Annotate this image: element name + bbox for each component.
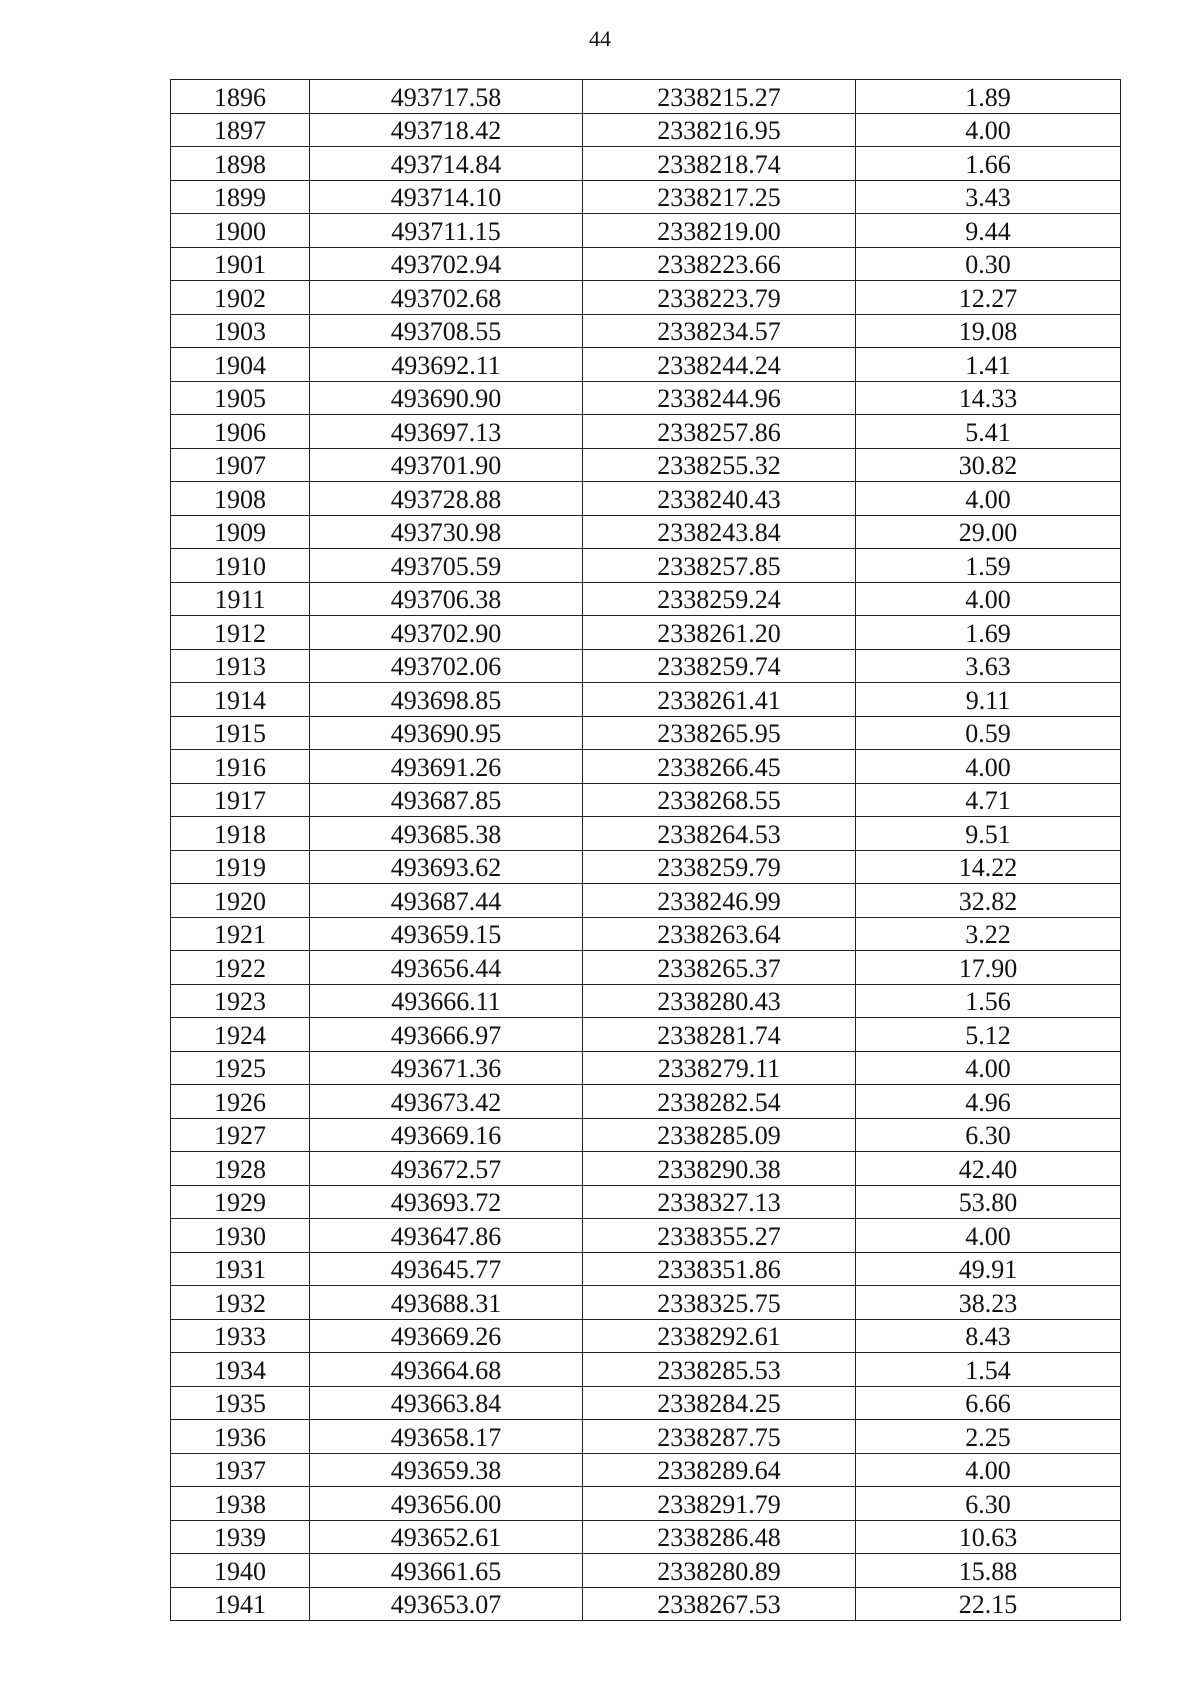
y-coordinate-cell: 2338263.64 xyxy=(583,917,856,951)
y-coordinate-cell: 2338286.48 xyxy=(583,1520,856,1554)
x-coordinate-cell: 493671.36 xyxy=(310,1051,583,1085)
table-row xyxy=(171,917,1121,951)
table-row xyxy=(171,247,1121,281)
y-coordinate-cell: 2338327.13 xyxy=(583,1185,856,1219)
y-coordinate-cell: 2338290.38 xyxy=(583,1152,856,1186)
distance-cell: 6.30 xyxy=(856,1118,1121,1152)
y-coordinate-cell: 2338265.95 xyxy=(583,716,856,750)
table-row xyxy=(171,448,1121,482)
y-coordinate-cell: 2338243.84 xyxy=(583,515,856,549)
table-row xyxy=(171,381,1121,415)
distance-cell: 32.82 xyxy=(856,884,1121,918)
y-coordinate-cell: 2338282.54 xyxy=(583,1085,856,1119)
distance-cell: 1.89 xyxy=(856,80,1121,114)
x-coordinate-cell: 493658.17 xyxy=(310,1420,583,1454)
y-coordinate-cell: 2338259.79 xyxy=(583,850,856,884)
distance-cell: 3.22 xyxy=(856,917,1121,951)
point-number-cell: 1905 xyxy=(171,381,310,415)
x-coordinate-cell: 493701.90 xyxy=(310,448,583,482)
point-number-cell: 1910 xyxy=(171,549,310,583)
table-row xyxy=(171,783,1121,817)
x-coordinate-cell: 493702.06 xyxy=(310,649,583,683)
x-coordinate-cell: 493711.15 xyxy=(310,214,583,248)
table-row xyxy=(171,1185,1121,1219)
distance-cell: 9.51 xyxy=(856,817,1121,851)
point-number-cell: 1916 xyxy=(171,750,310,784)
point-number-cell: 1939 xyxy=(171,1520,310,1554)
distance-cell: 4.00 xyxy=(856,482,1121,516)
y-coordinate-cell: 2338281.74 xyxy=(583,1018,856,1052)
point-number-cell: 1938 xyxy=(171,1487,310,1521)
distance-cell: 4.71 xyxy=(856,783,1121,817)
distance-cell: 14.22 xyxy=(856,850,1121,884)
point-number-cell: 1927 xyxy=(171,1118,310,1152)
x-coordinate-cell: 493717.58 xyxy=(310,80,583,114)
point-number-cell: 1920 xyxy=(171,884,310,918)
x-coordinate-cell: 493714.84 xyxy=(310,147,583,181)
x-coordinate-cell: 493698.85 xyxy=(310,683,583,717)
point-number-cell: 1924 xyxy=(171,1018,310,1052)
distance-cell: 1.54 xyxy=(856,1353,1121,1387)
point-number-cell: 1934 xyxy=(171,1353,310,1387)
point-number-cell: 1915 xyxy=(171,716,310,750)
distance-cell: 4.00 xyxy=(856,750,1121,784)
x-coordinate-cell: 493690.90 xyxy=(310,381,583,415)
point-number-cell: 1921 xyxy=(171,917,310,951)
point-number-cell: 1922 xyxy=(171,951,310,985)
table-row xyxy=(171,415,1121,449)
distance-cell: 5.12 xyxy=(856,1018,1121,1052)
y-coordinate-cell: 2338244.24 xyxy=(583,348,856,382)
point-number-cell: 1928 xyxy=(171,1152,310,1186)
y-coordinate-cell: 2338279.11 xyxy=(583,1051,856,1085)
table-row xyxy=(171,884,1121,918)
point-number-cell: 1901 xyxy=(171,247,310,281)
x-coordinate-cell: 493685.38 xyxy=(310,817,583,851)
distance-cell: 4.00 xyxy=(856,1219,1121,1253)
x-coordinate-cell: 493693.62 xyxy=(310,850,583,884)
distance-cell: 49.91 xyxy=(856,1252,1121,1286)
x-coordinate-cell: 493692.11 xyxy=(310,348,583,382)
y-coordinate-cell: 2338284.25 xyxy=(583,1386,856,1420)
x-coordinate-cell: 493659.38 xyxy=(310,1453,583,1487)
point-number-cell: 1925 xyxy=(171,1051,310,1085)
table-row xyxy=(171,582,1121,616)
y-coordinate-cell: 2338268.55 xyxy=(583,783,856,817)
y-coordinate-cell: 2338246.99 xyxy=(583,884,856,918)
y-coordinate-cell: 2338285.53 xyxy=(583,1353,856,1387)
y-coordinate-cell: 2338223.66 xyxy=(583,247,856,281)
table-row xyxy=(171,113,1121,147)
distance-cell: 10.63 xyxy=(856,1520,1121,1554)
y-coordinate-cell: 2338223.79 xyxy=(583,281,856,315)
table-row xyxy=(171,348,1121,382)
point-number-cell: 1932 xyxy=(171,1286,310,1320)
coordinates-table xyxy=(170,79,1121,1621)
x-coordinate-cell: 493645.77 xyxy=(310,1252,583,1286)
x-coordinate-cell: 493728.88 xyxy=(310,482,583,516)
x-coordinate-cell: 493687.44 xyxy=(310,884,583,918)
y-coordinate-cell: 2338259.74 xyxy=(583,649,856,683)
table-row xyxy=(171,1487,1121,1521)
distance-cell: 4.00 xyxy=(856,1051,1121,1085)
point-number-cell: 1923 xyxy=(171,984,310,1018)
distance-cell: 19.08 xyxy=(856,314,1121,348)
x-coordinate-cell: 493708.55 xyxy=(310,314,583,348)
x-coordinate-cell: 493656.44 xyxy=(310,951,583,985)
point-number-cell: 1930 xyxy=(171,1219,310,1253)
distance-cell: 15.88 xyxy=(856,1554,1121,1588)
point-number-cell: 1897 xyxy=(171,113,310,147)
table-row xyxy=(171,750,1121,784)
point-number-cell: 1906 xyxy=(171,415,310,449)
point-number-cell: 1941 xyxy=(171,1587,310,1621)
distance-cell: 6.30 xyxy=(856,1487,1121,1521)
distance-cell: 5.41 xyxy=(856,415,1121,449)
distance-cell: 0.59 xyxy=(856,716,1121,750)
x-coordinate-cell: 493647.86 xyxy=(310,1219,583,1253)
point-number-cell: 1918 xyxy=(171,817,310,851)
table-row xyxy=(171,1520,1121,1554)
x-coordinate-cell: 493691.26 xyxy=(310,750,583,784)
distance-cell: 2.25 xyxy=(856,1420,1121,1454)
x-coordinate-cell: 493653.07 xyxy=(310,1587,583,1621)
x-coordinate-cell: 493718.42 xyxy=(310,113,583,147)
distance-cell: 17.90 xyxy=(856,951,1121,985)
point-number-cell: 1913 xyxy=(171,649,310,683)
table-row xyxy=(171,1018,1121,1052)
table-row xyxy=(171,1286,1121,1320)
point-number-cell: 1917 xyxy=(171,783,310,817)
y-coordinate-cell: 2338217.25 xyxy=(583,180,856,214)
distance-cell: 14.33 xyxy=(856,381,1121,415)
y-coordinate-cell: 2338287.75 xyxy=(583,1420,856,1454)
point-number-cell: 1926 xyxy=(171,1085,310,1119)
y-coordinate-cell: 2338280.43 xyxy=(583,984,856,1018)
table-row xyxy=(171,549,1121,583)
x-coordinate-cell: 493663.84 xyxy=(310,1386,583,1420)
table-row xyxy=(171,281,1121,315)
distance-cell: 4.96 xyxy=(856,1085,1121,1119)
table-row xyxy=(171,616,1121,650)
point-number-cell: 1935 xyxy=(171,1386,310,1420)
distance-cell: 22.15 xyxy=(856,1587,1121,1621)
point-number-cell: 1900 xyxy=(171,214,310,248)
point-number-cell: 1919 xyxy=(171,850,310,884)
y-coordinate-cell: 2338259.24 xyxy=(583,582,856,616)
x-coordinate-cell: 493702.68 xyxy=(310,281,583,315)
x-coordinate-cell: 493656.00 xyxy=(310,1487,583,1521)
y-coordinate-cell: 2338218.74 xyxy=(583,147,856,181)
table-row xyxy=(171,214,1121,248)
x-coordinate-cell: 493714.10 xyxy=(310,180,583,214)
y-coordinate-cell: 2338285.09 xyxy=(583,1118,856,1152)
x-coordinate-cell: 493693.72 xyxy=(310,1185,583,1219)
table-row xyxy=(171,1453,1121,1487)
y-coordinate-cell: 2338351.86 xyxy=(583,1252,856,1286)
page-number: 44 xyxy=(589,26,611,51)
point-number-cell: 1908 xyxy=(171,482,310,516)
point-number-cell: 1898 xyxy=(171,147,310,181)
y-coordinate-cell: 2338261.41 xyxy=(583,683,856,717)
distance-cell: 4.00 xyxy=(856,582,1121,616)
x-coordinate-cell: 493669.16 xyxy=(310,1118,583,1152)
y-coordinate-cell: 2338280.89 xyxy=(583,1554,856,1588)
table-row xyxy=(171,1051,1121,1085)
point-number-cell: 1907 xyxy=(171,448,310,482)
table-row xyxy=(171,314,1121,348)
table-row xyxy=(171,1554,1121,1588)
distance-cell: 53.80 xyxy=(856,1185,1121,1219)
x-coordinate-cell: 493673.42 xyxy=(310,1085,583,1119)
point-number-cell: 1929 xyxy=(171,1185,310,1219)
y-coordinate-cell: 2338215.27 xyxy=(583,80,856,114)
y-coordinate-cell: 2338267.53 xyxy=(583,1587,856,1621)
distance-cell: 3.63 xyxy=(856,649,1121,683)
point-number-cell: 1909 xyxy=(171,515,310,549)
y-coordinate-cell: 2338289.64 xyxy=(583,1453,856,1487)
y-coordinate-cell: 2338234.57 xyxy=(583,314,856,348)
x-coordinate-cell: 493666.11 xyxy=(310,984,583,1018)
x-coordinate-cell: 493669.26 xyxy=(310,1319,583,1353)
table-body xyxy=(171,80,1121,1621)
y-coordinate-cell: 2338355.27 xyxy=(583,1219,856,1253)
x-coordinate-cell: 493659.15 xyxy=(310,917,583,951)
point-number-cell: 1912 xyxy=(171,616,310,650)
table-row xyxy=(171,1085,1121,1119)
x-coordinate-cell: 493705.59 xyxy=(310,549,583,583)
y-coordinate-cell: 2338219.00 xyxy=(583,214,856,248)
point-number-cell: 1896 xyxy=(171,80,310,114)
distance-cell: 0.30 xyxy=(856,247,1121,281)
x-coordinate-cell: 493730.98 xyxy=(310,515,583,549)
distance-cell: 42.40 xyxy=(856,1152,1121,1186)
y-coordinate-cell: 2338291.79 xyxy=(583,1487,856,1521)
y-coordinate-cell: 2338255.32 xyxy=(583,448,856,482)
table-row xyxy=(171,1252,1121,1286)
y-coordinate-cell: 2338265.37 xyxy=(583,951,856,985)
x-coordinate-cell: 493688.31 xyxy=(310,1286,583,1320)
table-row xyxy=(171,1420,1121,1454)
x-coordinate-cell: 493697.13 xyxy=(310,415,583,449)
point-number-cell: 1937 xyxy=(171,1453,310,1487)
distance-cell: 1.56 xyxy=(856,984,1121,1018)
table-row xyxy=(171,984,1121,1018)
distance-cell: 1.66 xyxy=(856,147,1121,181)
table-row xyxy=(171,180,1121,214)
distance-cell: 12.27 xyxy=(856,281,1121,315)
distance-cell: 1.69 xyxy=(856,616,1121,650)
table-row xyxy=(171,1386,1121,1420)
table-row xyxy=(171,147,1121,181)
point-number-cell: 1899 xyxy=(171,180,310,214)
table-row xyxy=(171,1219,1121,1253)
x-coordinate-cell: 493666.97 xyxy=(310,1018,583,1052)
point-number-cell: 1936 xyxy=(171,1420,310,1454)
table-row xyxy=(171,716,1121,750)
point-number-cell: 1940 xyxy=(171,1554,310,1588)
table-row xyxy=(171,683,1121,717)
x-coordinate-cell: 493690.95 xyxy=(310,716,583,750)
point-number-cell: 1902 xyxy=(171,281,310,315)
x-coordinate-cell: 493702.94 xyxy=(310,247,583,281)
table-row xyxy=(171,1152,1121,1186)
table-row xyxy=(171,1587,1121,1621)
point-number-cell: 1903 xyxy=(171,314,310,348)
y-coordinate-cell: 2338257.85 xyxy=(583,549,856,583)
y-coordinate-cell: 2338266.45 xyxy=(583,750,856,784)
point-number-cell: 1904 xyxy=(171,348,310,382)
x-coordinate-cell: 493672.57 xyxy=(310,1152,583,1186)
y-coordinate-cell: 2338325.75 xyxy=(583,1286,856,1320)
x-coordinate-cell: 493687.85 xyxy=(310,783,583,817)
x-coordinate-cell: 493661.65 xyxy=(310,1554,583,1588)
distance-cell: 30.82 xyxy=(856,448,1121,482)
distance-cell: 29.00 xyxy=(856,515,1121,549)
distance-cell: 1.59 xyxy=(856,549,1121,583)
y-coordinate-cell: 2338261.20 xyxy=(583,616,856,650)
point-number-cell: 1914 xyxy=(171,683,310,717)
y-coordinate-cell: 2338240.43 xyxy=(583,482,856,516)
x-coordinate-cell: 493706.38 xyxy=(310,582,583,616)
y-coordinate-cell: 2338244.96 xyxy=(583,381,856,415)
point-number-cell: 1933 xyxy=(171,1319,310,1353)
table-row xyxy=(171,951,1121,985)
distance-cell: 4.00 xyxy=(856,1453,1121,1487)
distance-cell: 9.11 xyxy=(856,683,1121,717)
y-coordinate-cell: 2338264.53 xyxy=(583,817,856,851)
x-coordinate-cell: 493664.68 xyxy=(310,1353,583,1387)
table-row xyxy=(171,1319,1121,1353)
distance-cell: 38.23 xyxy=(856,1286,1121,1320)
table-row xyxy=(171,649,1121,683)
x-coordinate-cell: 493702.90 xyxy=(310,616,583,650)
y-coordinate-cell: 2338292.61 xyxy=(583,1319,856,1353)
table-row xyxy=(171,515,1121,549)
table-row xyxy=(171,1353,1121,1387)
table-row xyxy=(171,850,1121,884)
table-row xyxy=(171,482,1121,516)
table-row xyxy=(171,817,1121,851)
distance-cell: 3.43 xyxy=(856,180,1121,214)
distance-cell: 6.66 xyxy=(856,1386,1121,1420)
distance-cell: 4.00 xyxy=(856,113,1121,147)
y-coordinate-cell: 2338257.86 xyxy=(583,415,856,449)
distance-cell: 1.41 xyxy=(856,348,1121,382)
y-coordinate-cell: 2338216.95 xyxy=(583,113,856,147)
table-row xyxy=(171,80,1121,114)
point-number-cell: 1911 xyxy=(171,582,310,616)
distance-cell: 8.43 xyxy=(856,1319,1121,1353)
point-number-cell: 1931 xyxy=(171,1252,310,1286)
distance-cell: 9.44 xyxy=(856,214,1121,248)
x-coordinate-cell: 493652.61 xyxy=(310,1520,583,1554)
table-row xyxy=(171,1118,1121,1152)
